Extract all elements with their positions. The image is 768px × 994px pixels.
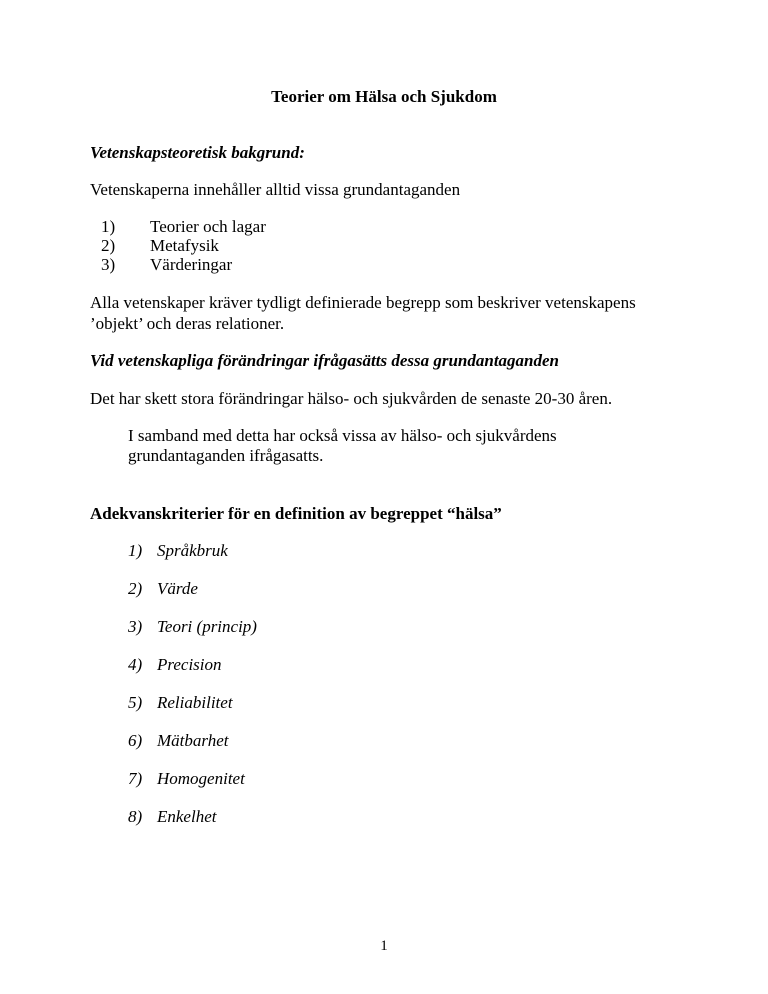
intro-text: Vetenskaperna innehåller alltid vissa grundantaganden [90,180,461,199]
list-text: Teorier och lagar [150,217,266,236]
list-number: 7) [128,769,143,788]
indented-line: I samband med detta har också vissa av hälso- och sjukvårdens [128,426,557,445]
list-number: 6) [128,731,143,750]
list-number: 2) [101,236,116,255]
list-number: 2) [128,579,143,598]
page-number: 1 [380,938,388,954]
section-heading-background: Vetenskapsteoretisk bakgrund: [90,143,305,162]
indented-line: grundantaganden ifrågasatts. [128,446,324,465]
document-title: Teorier om Hälsa och Sjukdom [271,87,497,106]
list-text: Reliabilitet [157,693,233,712]
list-number: 8) [128,807,143,826]
section-heading-criteria: Adekvanskriterier för en definition av begreppet “hälsa” [90,504,502,523]
list-number: 5) [128,693,143,712]
list-text: Värde [157,579,198,598]
changes-text: Det har skett stora förändringar hälso- och sjukvården de senaste 20-30 åren. [90,389,613,408]
list-text: Mätbarhet [157,731,229,750]
list-text: Homogenitet [157,769,245,788]
list-number: 3) [128,617,143,636]
list-number: 1) [101,217,116,236]
list-text: Teori (princip) [157,617,257,636]
paragraph-line: ’objekt’ och deras relationer. [90,314,285,333]
list-text: Språkbruk [157,541,228,560]
list-text: Enkelhet [157,807,217,826]
list-text: Metafysik [150,236,219,255]
list-text: Värderingar [150,255,233,274]
list-number: 3) [101,255,116,274]
paragraph-line: Alla vetenskaper kräver tydligt definierade begrepp som beskriver vetenskapens [90,293,636,312]
list-number: 4) [128,655,143,674]
list-text: Precision [157,655,222,674]
list-number: 1) [128,541,143,560]
emphasis-statement: Vid vetenskapliga förändringar ifrågasätts dessa grundantaganden [90,351,560,370]
